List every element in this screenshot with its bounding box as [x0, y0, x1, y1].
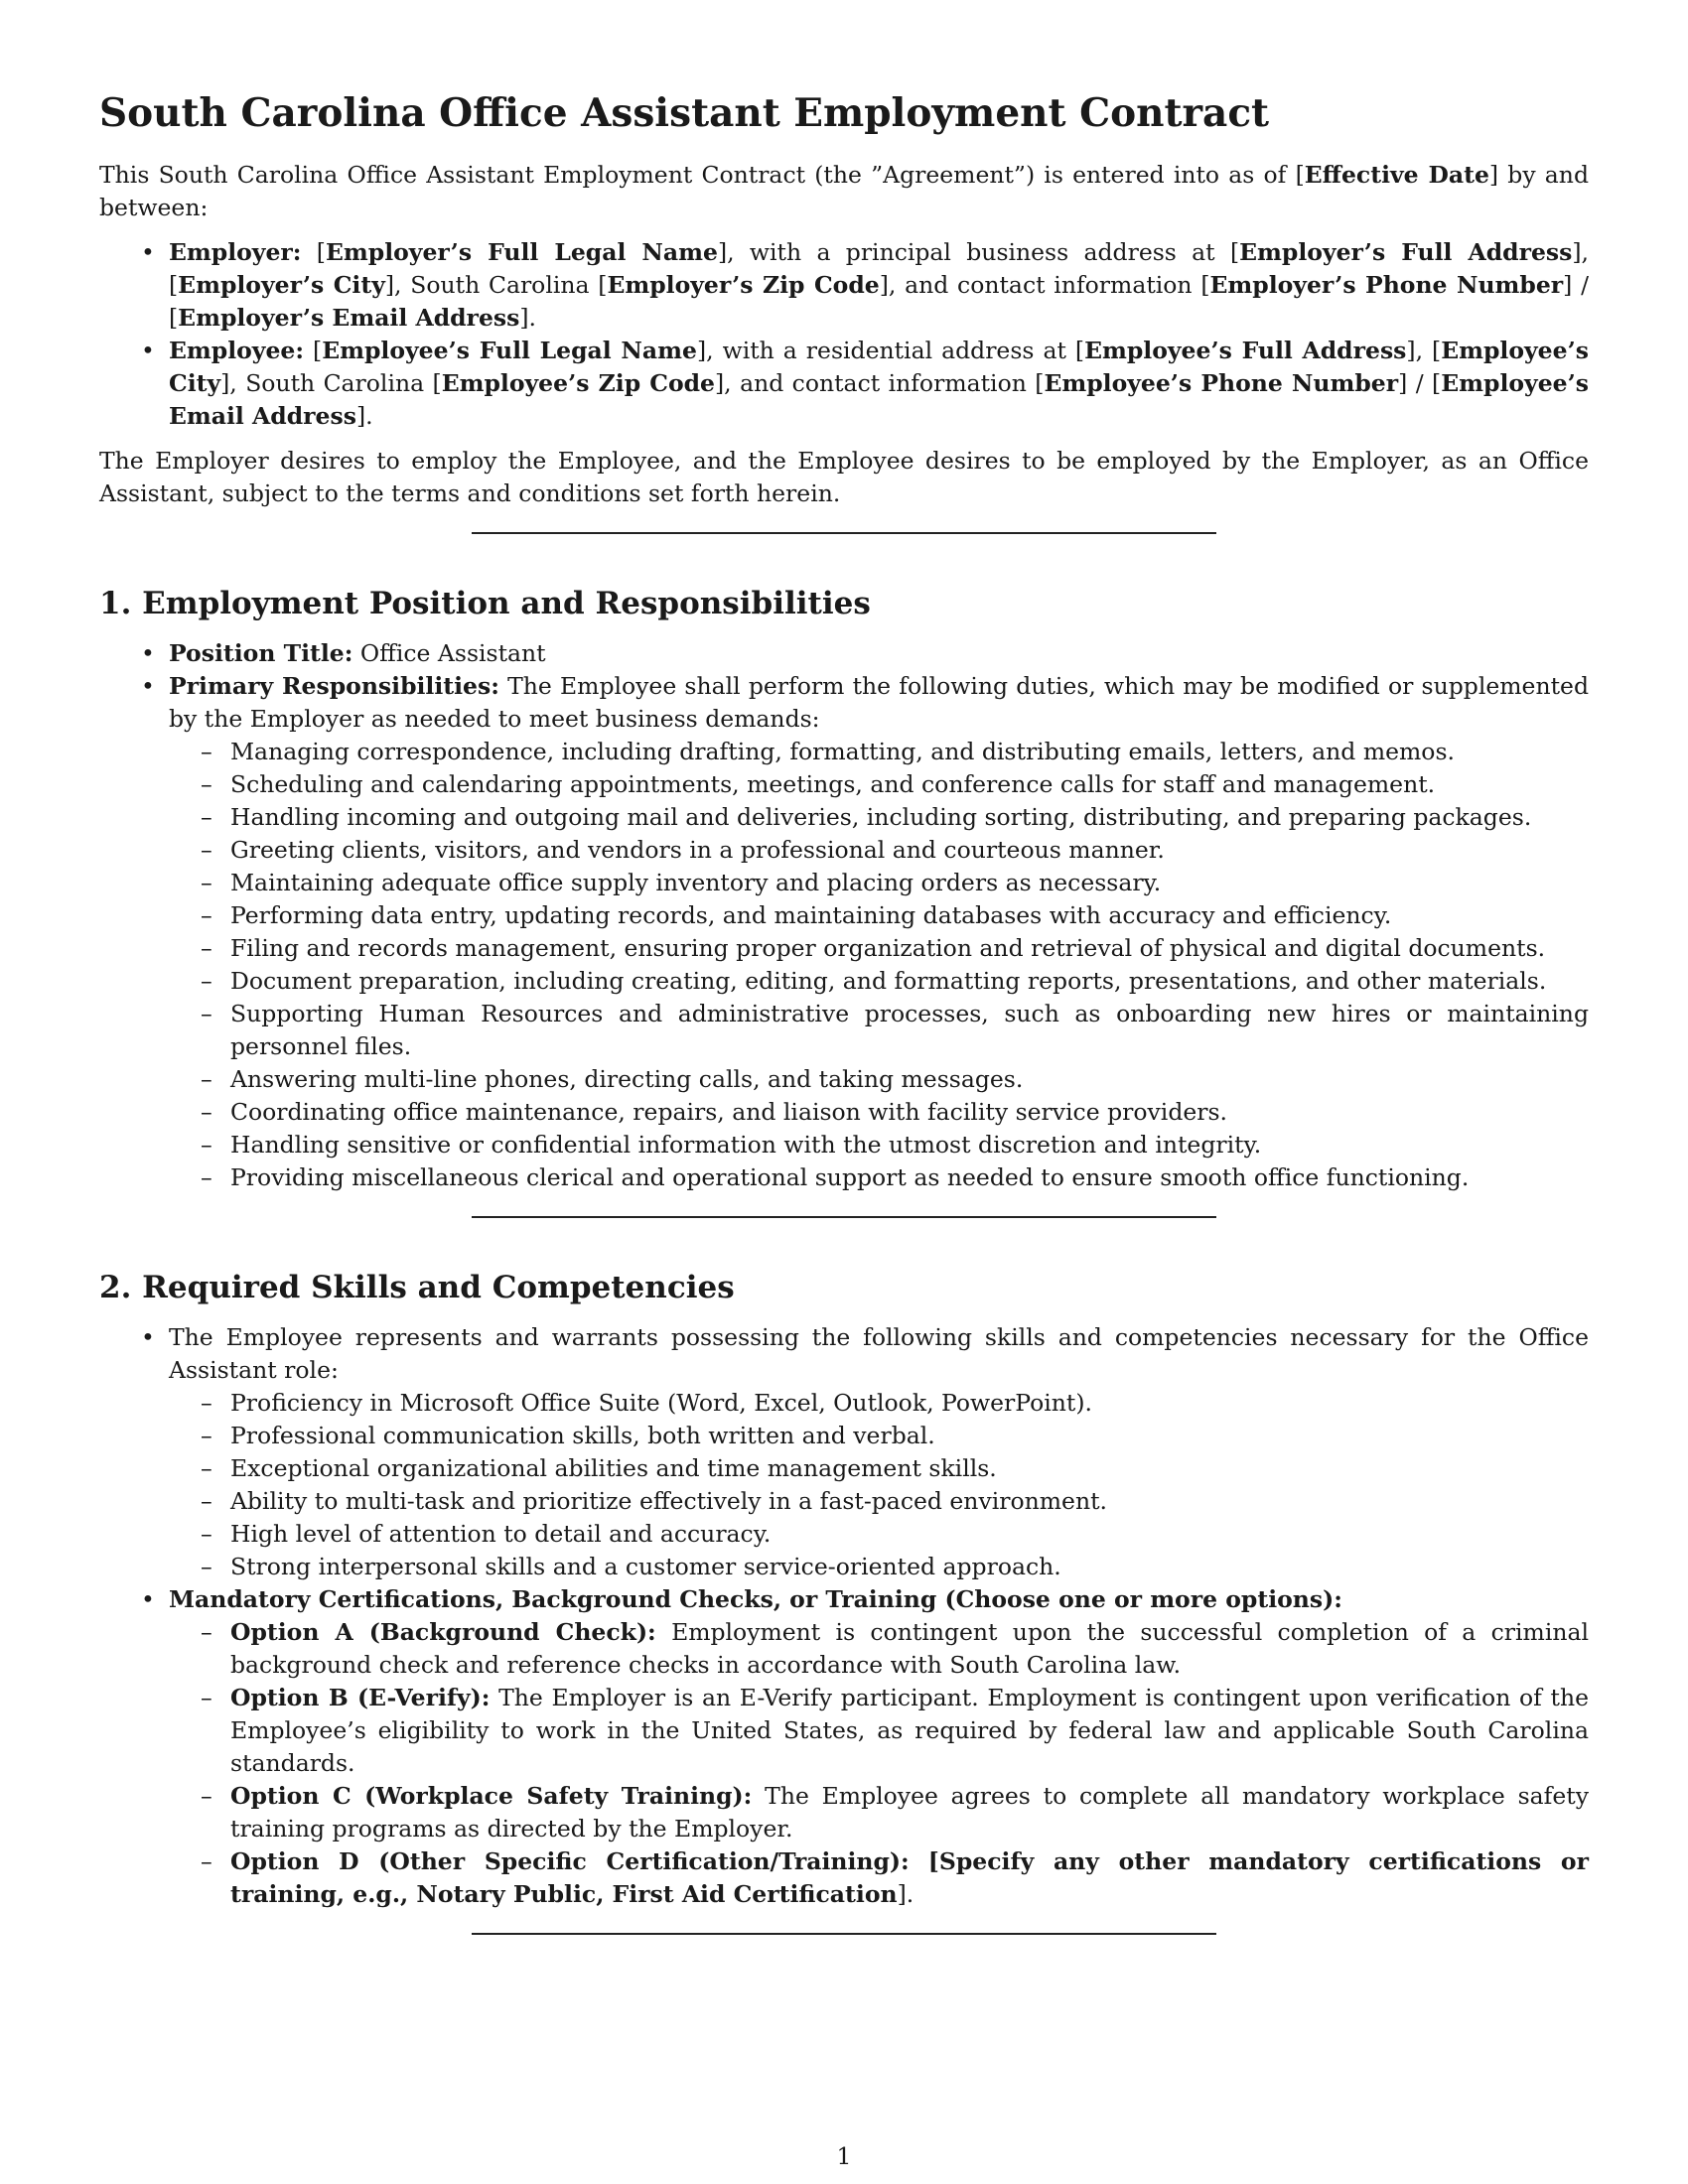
- list-item: – Proficiency in Microsoft Office Suite (Word, Excel, Outlook, PowerPoint).: [169, 1387, 1589, 1420]
- position-title-item: • Position Title: Office Assistant: [99, 637, 1589, 670]
- duties-list: [169, 736, 1589, 1194]
- purpose-paragraph: The Employer desires to employ the Employee, and the Employee desires to be employed by the Employer, as an Office Assistant, subject to the terms and conditions set forth herein.: [99, 447, 1589, 507]
- list-item: – Managing correspondence, including drafting, formatting, and distributing emails, letters, and memos.: [169, 736, 1589, 768]
- section-1-list: [99, 637, 1589, 1194]
- list-item: – Answering multi-line phones, directing calls, and taking messages.: [169, 1063, 1589, 1096]
- list-item: – Strong interpersonal skills and a customer service-oriented approach.: [169, 1551, 1589, 1583]
- effective-date-placeholder: Effective Date: [1304, 161, 1489, 189]
- skills-item: • The Employee represents and warrants possessing the following skills and competencies necessary for the Office Assistant role: – Proficiency in Microsoft Office Suite (Word, Excel, Outlook, PowerPoint). – Professional communication skills, both written and verbal. – Exceptional organizational abilities and time management skills. – Ability to multi-task and prioritize effectively in a fast-paced environment. – High level of attention to detail and accuracy. – Strong interpersonal skills and a customer service-oriented approach.: [99, 1321, 1589, 1583]
- option-c: – Option C (Workplace Safety Training): The Employee agrees to complete all mandatory workplace safety training programs as directed by the Employer.: [169, 1780, 1589, 1845]
- options-list: [169, 1616, 1589, 1911]
- section-2-list: [99, 1321, 1589, 1911]
- list-item: – Providing miscellaneous clerical and operational support as needed to ensure smooth office functioning.: [169, 1161, 1589, 1194]
- intro-paragraph: This South Carolina Office Assistant Employment Contract (the ”Agreement”) is entered into as of [Effective Date] by and between:: [99, 161, 1589, 221]
- list-item: – Document preparation, including creating, editing, and formatting reports, presentations, and other materials.: [169, 965, 1589, 998]
- mandatory-certifications-item: • Mandatory Certifications, Background Checks, or Training (Choose one or more options): – Option A (Background Check): Employment is contingent upon the successful completion of a criminal background check and reference checks in accordance with South Carolina law. – Option B (E-Verify): The Employer is an E-Verify participant. Employment is contingent upon verification of the Employee’s eligibility to work in the United States, as required by federal law and applicable South Carolina standards. – Option C (Workplace Safety Training): The Employee agrees to complete all mandatory workplace safety training programs as directed by the Employer. – Option D (Other Specific Certification/Training): [Specify any other mandatory certifications or training, e.g., Notary Public, First Aid Certification].: [99, 1583, 1589, 1911]
- option-a: – Option A (Background Check): Employment is contingent upon the successful completion of a criminal background check and reference checks in accordance with South Carolina law.: [169, 1616, 1589, 1682]
- list-item: – Handling sensitive or confidential information with the utmost discretion and integrity.: [169, 1129, 1589, 1161]
- document-page: [99, 89, 1589, 1984]
- list-item: – Scheduling and calendaring appointments, meetings, and conference calls for staff and management.: [169, 768, 1589, 801]
- list-item: – Performing data entry, updating records, and maintaining databases with accuracy and efficiency.: [169, 899, 1589, 932]
- list-item: – High level of attention to detail and accuracy.: [169, 1518, 1589, 1551]
- responsibilities-item: • Primary Responsibilities: The Employee shall perform the following duties, which may be modified or supplemented by the Employer as needed to meet business demands: – Managing correspondence, including drafting, formatting, and distributing emails, letters, and memos. – Scheduling and calendaring appointments, meetings, and conference calls for staff and management. – Handling incoming and outgoing mail and deliveries, including sorting, distributing, and preparing packages. – Greeting clients, visitors, and vendors in a professional and courteous manner. – Maintaining adequate office supply inventory and placing orders as necessary. – Performing data entry, updating records, and maintaining databases with accuracy and efficiency. – Filing and records management, ensuring proper organization and retrieval of physical and digital documents. – Document preparation, including creating, editing, and formatting reports, presentations, and other materials. – Supporting Human Resources and administrative processes, such as onboarding new hires or maintaining personnel files. – Answering multi-line phones, directing calls, and taking messages. – Coordinating office maintenance, repairs, and liaison with facility service providers. – Handling sensitive or confidential information with the utmost discretion and integrity. – Providing miscellaneous clerical and operational support as needed to ensure smooth office functioning.: [99, 670, 1589, 1194]
- section-2-heading: 2. Required Skills and Competencies: [99, 1270, 735, 1305]
- option-d-placeholder: Specify any other mandatory certifications or training, e.g., Notary Public, First Aid Certification: [230, 1847, 1589, 1908]
- page-number: 1: [836, 2142, 852, 2170]
- list-item: – Supporting Human Resources and administrative processes, such as onboarding new hires or maintaining personnel files.: [169, 998, 1589, 1063]
- section-divider: [472, 532, 1216, 534]
- list-item: – Greeting clients, visitors, and vendors in a professional and courteous manner.: [169, 834, 1589, 867]
- section-1-heading: 1. Employment Position and Responsibilities: [99, 586, 871, 621]
- parties-list: [99, 236, 1589, 433]
- employee-party: • Employee: [Employee’s Full Legal Name], with a residential address at [Employee’s Full Address], [Employee’s City], South Carolina [Employee’s Zip Code], and contact information [Employee’s Phone Number] / [Employee’s Email Address].: [99, 335, 1589, 433]
- section-divider: [472, 1216, 1216, 1218]
- skills-list: [169, 1387, 1589, 1583]
- list-item: – Professional communication skills, both written and verbal.: [169, 1420, 1589, 1452]
- employer-party: • Employer: [Employer’s Full Legal Name], with a principal business address at [Employer’s Full Address], [Employer’s City], South Carolina [Employer’s Zip Code], and contact information [Employer’s Phone Number] / [Employer’s Email Address].: [99, 236, 1589, 335]
- list-item: – Filing and records management, ensuring proper organization and retrieval of physical and digital documents.: [169, 932, 1589, 965]
- list-item: – Ability to multi-task and prioritize effectively in a fast-paced environment.: [169, 1485, 1589, 1518]
- list-item: – Handling incoming and outgoing mail and deliveries, including sorting, distributing, and preparing packages.: [169, 801, 1589, 834]
- list-item: – Exceptional organizational abilities and time management skills.: [169, 1452, 1589, 1485]
- option-b: – Option B (E-Verify): The Employer is an E-Verify participant. Employment is contingent upon verification of the Employee’s eligibility to work in the United States, as required by federal law and applicable South Carolina standards.: [169, 1682, 1589, 1780]
- list-item: – Maintaining adequate office supply inventory and placing orders as necessary.: [169, 867, 1589, 899]
- section-divider: [472, 1933, 1216, 1935]
- list-item: – Coordinating office maintenance, repairs, and liaison with facility service providers.: [169, 1096, 1589, 1129]
- document-title: South Carolina Office Assistant Employment Contract: [99, 90, 1270, 136]
- option-d: – Option D (Other Specific Certification/Training): [Specify any other mandatory certifications or training, e.g., Notary Public, First Aid Certification].: [169, 1845, 1589, 1911]
